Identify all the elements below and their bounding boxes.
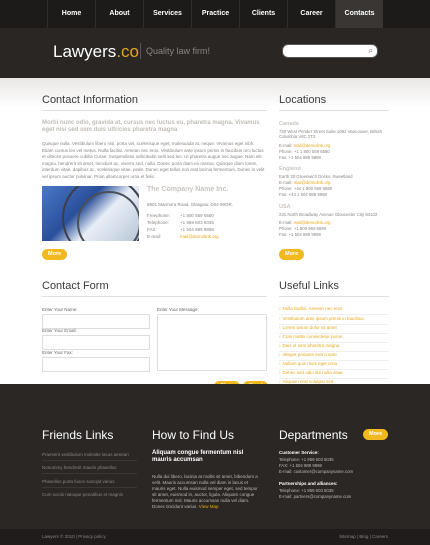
name-label: Enter Your Name: <box>42 307 78 312</box>
location-email-label: E-mail: <box>279 180 293 185</box>
customer-fax: FAX: +1 504 889 9898 <box>279 463 322 468</box>
email-label: E-mail: <box>147 234 162 239</box>
departments-more-button[interactable]: More <box>363 429 388 440</box>
locations-title: Locations <box>279 94 327 106</box>
location-name: Canada <box>279 121 299 127</box>
logo-main: Lawyers <box>53 42 117 61</box>
location-fax: +1 504 889 9898 <box>288 232 321 237</box>
logo[interactable] <box>53 42 139 62</box>
email-link[interactable]: mail@demolink.org <box>180 234 219 239</box>
fax-field[interactable] <box>42 357 150 372</box>
location-phone: +44 1 800 559 6580 <box>293 186 333 191</box>
useful-link-label: Nulla facilisi. Aenean nec eros <box>282 306 343 311</box>
view-map-link[interactable]: View Map <box>198 504 219 509</box>
friend-link[interactable]: Phasellus porta fusce suscipit varius <box>42 479 115 484</box>
partners-label: Partnerships and alliances: <box>279 481 338 486</box>
customer-telephone: Telephone: +1 959 603 6035 <box>279 457 334 462</box>
copyright[interactable]: Lawyers © 2010 | Privacy policy <box>42 534 106 539</box>
arrow-icon: › <box>279 379 281 384</box>
divider <box>279 296 389 297</box>
company-name: The Company Name Inc. <box>147 186 229 193</box>
useful-link-label: Duis ut sem pharetra magna <box>282 343 340 348</box>
location-email-link[interactable]: mail@demolink.org <box>293 220 331 225</box>
divider <box>42 296 267 297</box>
email-field-label: Enter Your Email: <box>42 328 77 333</box>
useful-link[interactable] <box>279 370 343 375</box>
useful-links-title: Useful Links <box>279 280 339 292</box>
useful-link-label: Donec sed odio dui nulla vitae <box>282 370 343 375</box>
useful-link[interactable] <box>279 325 337 330</box>
location-fax: +1 504 889 9898 <box>288 155 321 160</box>
contact-more-button[interactable]: More <box>42 249 67 260</box>
arrow-icon: › <box>279 325 281 330</box>
nav-about[interactable]: About <box>95 0 143 28</box>
location-phone: +1 1 800 559 6580 <box>293 149 330 154</box>
location-address: 231 North Broadway Avenue Gloucester City 94102 <box>279 212 378 217</box>
telephone-value: +1 959 603 6035 <box>180 220 214 225</box>
location-email-label: E-mail: <box>279 220 293 225</box>
company-address: 8901 Marmora Road, Glasgow, D04 89GR. <box>147 202 234 207</box>
friends-links-title: Friends Links <box>42 428 114 442</box>
freephone-label: Freephone: <box>147 213 171 218</box>
location-address: 730 West Pender Street Suite 1062 Vancouver, British Columbia V6C 2T3 <box>279 129 383 139</box>
useful-link-label: Aliquam erat volutpat sed <box>282 379 334 384</box>
customer-service-label: Customer Service: <box>279 450 319 455</box>
location-fax-label: Fax: <box>279 155 288 160</box>
location-email-link[interactable]: mail@demolink.org <box>293 143 331 148</box>
contact-form-title: Contact Form <box>42 280 109 292</box>
divider <box>42 473 137 474</box>
locations-more-button[interactable]: More <box>279 249 304 260</box>
arrow-icon: › <box>279 352 281 357</box>
partners-telephone: Telephone: +1 959 603 6035 <box>279 488 334 493</box>
freephone-value: +1 800 559 6580 <box>180 213 214 218</box>
search-input[interactable] <box>282 44 378 58</box>
nav-contacts[interactable]: Contacts <box>335 0 383 28</box>
location-fax-label: Fax: <box>279 192 288 197</box>
find-us-body <box>152 474 262 510</box>
contact-info-title: Contact Information <box>42 94 138 106</box>
arrow-icon: › <box>279 361 281 366</box>
divider <box>42 110 267 111</box>
location-address: Earth 20 Greenwich Docks, Sweetland <box>279 174 353 179</box>
divider <box>42 460 137 461</box>
nav-home[interactable]: Home <box>47 0 95 28</box>
location-phone-label: Phone: <box>279 186 293 191</box>
location-phone-label: Phone: <box>279 226 293 231</box>
friend-link[interactable]: Cum sociis natoque penatibus et magnis <box>42 492 124 497</box>
location-name: England <box>279 166 301 172</box>
contact-body: Quisque nulla. Vestibulum libero nisl, porta vel, scelerisque eget, malesuada at, neque. Vivamus eget nibh. Etiam cursus leo vel metus. Nulla facilisi. Aenean nec eros. Vestibulum ante ipsum primis in faucibus orci luctus et ultrices posuere cubilia Curae; Suspendisse sollicitudin velit sed leo. Ut pharetra augue nec augue. Nam elit magna, hendrerit sit amet, tincidunt ac, viverra sed, nulla. Donec porta diam eu massa. Quisque diam lorem, interdum vitae, dapibus ac, scelerisque vitae, pede. Donec eget tellus non erat lacinia fermentum. Donec in velit vel ipsum auctor pulvinar. Proin ullamcorper urna et felis. <box>42 141 265 179</box>
company-photo <box>42 186 139 241</box>
useful-link[interactable] <box>279 334 342 339</box>
useful-link[interactable] <box>279 361 337 366</box>
site-header <box>0 28 430 78</box>
useful-link-label: Nullam quis risus eget urna <box>282 361 338 366</box>
find-us-text: Nulla dui libero, lacinia at mollis sit amet, bibendum a velit. Mauris accumsan nulla vel diam in lacus et mauris eget. Nulla euismod semper eget, sed tempor sit amet, euismod in, auctor, ligula. Aliquam congue fermentum nisl. Mauris accumsan nulla vel diam. Donec tincidunt varius. <box>152 474 258 509</box>
find-us-headline: Aliquam congue fermentum nisl mauris accumsan <box>152 450 244 463</box>
find-us-title: How to Find Us <box>152 428 235 442</box>
arrow-icon: › <box>279 316 281 321</box>
message-label: Enter Your Message: <box>157 307 199 312</box>
partners-email[interactable]: E-mail: partners@companyname.com <box>279 494 352 499</box>
customer-email[interactable]: E-mail: customer@companyname.com <box>279 469 354 474</box>
top-nav <box>0 0 430 28</box>
useful-link[interactable] <box>279 343 339 348</box>
email-field[interactable] <box>42 335 150 350</box>
location-fax-label: Fax: <box>279 232 288 237</box>
location-name: USA <box>279 204 291 210</box>
location-email-label: E-mail: <box>279 143 293 148</box>
bottom-links[interactable]: Sitemap | Blog | Careers <box>339 534 388 539</box>
arrow-icon: › <box>279 334 281 339</box>
fax-label: FAX: <box>147 227 157 232</box>
search-icon[interactable]: ⌕ <box>368 46 373 55</box>
bottom-bar <box>0 529 430 545</box>
useful-link-label: Cras mattis consectetur purus <box>282 334 343 339</box>
useful-link[interactable] <box>279 352 337 357</box>
useful-link[interactable] <box>279 316 364 321</box>
message-field[interactable] <box>157 314 267 371</box>
nav-services[interactable]: Services <box>143 0 191 28</box>
friend-link[interactable]: Nonummy hendrerit mauris phasellus <box>42 465 117 470</box>
location-fax: +44 1 504 889 9898 <box>288 192 327 197</box>
arrow-icon: › <box>279 306 281 311</box>
logo-suffix: .co <box>116 42 139 61</box>
nav-practice[interactable]: Practice <box>191 0 239 28</box>
name-field[interactable] <box>42 314 150 329</box>
location-phone: +1 800 559 6580 <box>293 226 327 231</box>
arrow-icon: › <box>279 370 281 375</box>
location-email-link[interactable]: mail@demolink.org <box>293 180 331 185</box>
useful-link-label: Integer posuere erat a ante <box>282 352 337 357</box>
tagline: Quality law firm! <box>146 46 211 56</box>
tagline-divider <box>140 43 141 59</box>
useful-link[interactable] <box>279 306 343 311</box>
telephone-label: Telephone: <box>147 220 170 225</box>
fax-field-label: Enter Your Fax: <box>42 350 74 355</box>
nav-clients[interactable]: Clients <box>239 0 287 28</box>
photo-sculpture-inner <box>77 191 139 241</box>
fax-value: +1 504 889 9898 <box>180 227 214 232</box>
nav-career[interactable]: Career <box>287 0 335 28</box>
location-phone-label: Phone: <box>279 149 293 154</box>
friend-link[interactable]: Praesent vestibulum molestie lacus aenean <box>42 452 129 457</box>
arrow-icon: › <box>279 343 281 348</box>
divider <box>279 110 389 111</box>
divider <box>279 314 389 315</box>
divider <box>42 487 137 488</box>
useful-link-label: Lorem ipsum dolor sit amet <box>282 325 337 330</box>
useful-link-label: Vestibulum ante ipsum primis in faucibus <box>282 316 364 321</box>
contact-lead: Morbi nunc odio, gravida at, cursus nec luctus eu, pharetra magna. Vivamus eget nisi sed sem duis ultricies pharetra magna <box>42 120 260 133</box>
departments-title: Departments <box>279 428 348 442</box>
